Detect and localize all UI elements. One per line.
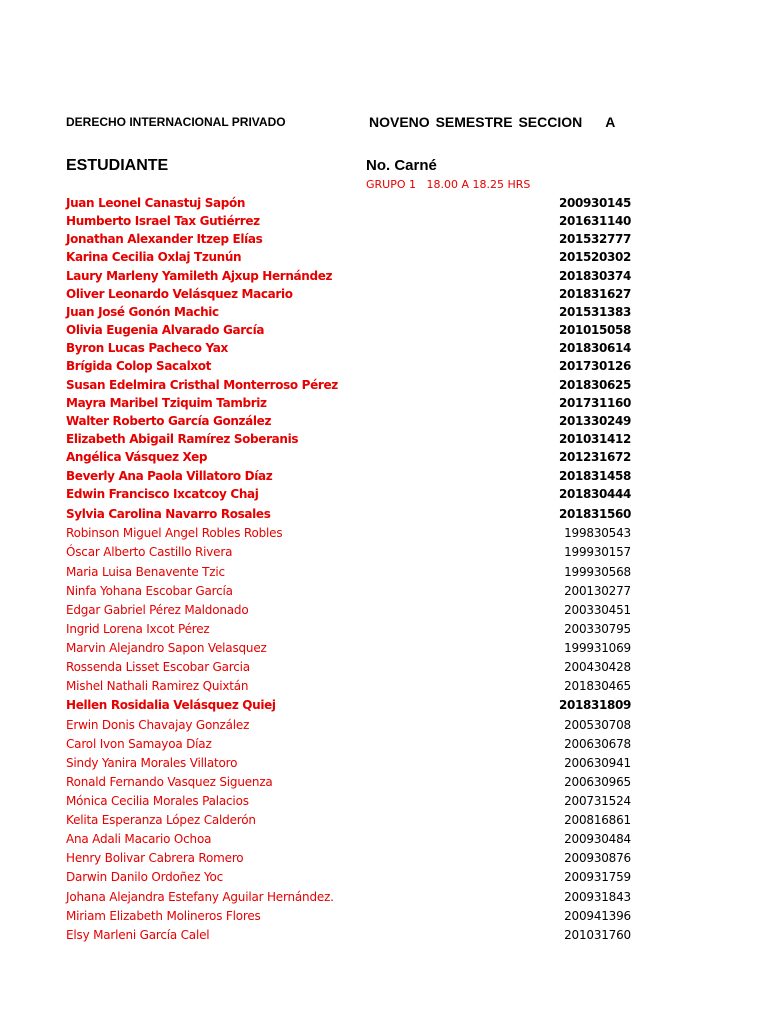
student-carne: 200931843 (564, 890, 631, 904)
student-name: Ana Adali Macario Ochoa (66, 832, 212, 846)
list-item (0, 870, 768, 888)
list-item (0, 928, 768, 946)
student-name: Elizabeth Abigail Ramírez Soberanis (66, 432, 299, 446)
student-carne: 200931759 (564, 870, 631, 884)
list-item (0, 287, 768, 305)
student-name: Humberto Israel Tax Gutiérrez (66, 214, 260, 228)
list-item (0, 341, 768, 359)
student-carne: 201731160 (559, 396, 631, 410)
list-item (0, 832, 768, 850)
course-title: DERECHO INTERNACIONAL PRIVADO (66, 115, 286, 129)
list-item (0, 756, 768, 774)
list-item (0, 565, 768, 583)
list-item (0, 469, 768, 487)
student-name: Mishel Nathali Ramirez Quixtán (66, 679, 249, 693)
student-name: Susan Edelmira Cristhal Monterroso Pérez (66, 378, 338, 392)
list-item (0, 737, 768, 755)
student-name: Mayra Maribel Tziquim Tambriz (66, 396, 267, 410)
group-schedule-label: GRUPO 1 18.00 A 18.25 HRS (366, 178, 531, 191)
student-name: Ingrid Lorena Ixcot Pérez (66, 622, 210, 636)
student-carne: 201830444 (559, 487, 631, 501)
student-carne: 201830614 (559, 341, 631, 355)
student-carne: 199930157 (564, 545, 631, 559)
student-name: Henry Bolivar Cabrera Romero (66, 851, 244, 865)
student-name: Darwin Danilo Ordoñez Yoc (66, 870, 224, 884)
list-item (0, 698, 768, 716)
student-name: Miriam Elizabeth Molineros Flores (66, 909, 261, 923)
carne-column-header: No. Carné (366, 157, 437, 174)
student-carne: 201520302 (559, 250, 631, 264)
list-item (0, 323, 768, 341)
student-name: Laury Marleny Yamileth Ajxup Hernández (66, 269, 333, 283)
student-name: Sindy Yanira Morales Villatoro (66, 756, 238, 770)
student-name: Byron Lucas Pacheco Yax (66, 341, 228, 355)
list-item (0, 196, 768, 214)
list-item (0, 909, 768, 927)
list-item (0, 432, 768, 450)
list-item (0, 305, 768, 323)
student-name: Ronald Fernando Vasquez Siguenza (66, 775, 273, 789)
student-carne: 200930484 (564, 832, 631, 846)
student-name: Hellen Rosidalia Velásquez Quiej (66, 698, 276, 712)
student-carne: 201531383 (559, 305, 631, 319)
student-carne: 200930876 (564, 851, 631, 865)
student-name: Elsy Marleni García Calel (66, 928, 210, 942)
list-item (0, 507, 768, 525)
student-carne: 199931069 (564, 641, 631, 655)
list-item (0, 718, 768, 736)
student-name: Juan José Gonón Machic (66, 305, 219, 319)
list-item (0, 679, 768, 697)
list-item (0, 414, 768, 432)
student-name: Maria Luisa Benavente Tzic (66, 565, 225, 579)
student-name: Mónica Cecilia Morales Palacios (66, 794, 249, 808)
student-carne: 200530708 (564, 718, 631, 732)
student-name: Edwin Francisco Ixcatcoy Chaj (66, 487, 259, 501)
student-name: Johana Alejandra Estefany Aguilar Hernández. (66, 890, 334, 904)
list-item (0, 545, 768, 563)
list-item (0, 359, 768, 377)
student-carne: 201631140 (559, 214, 631, 228)
list-item (0, 641, 768, 659)
student-carne: 201831809 (559, 698, 631, 712)
list-item (0, 269, 768, 287)
student-carne: 200731524 (564, 794, 631, 808)
student-column-header: ESTUDIANTE (66, 157, 169, 174)
student-carne: 200630965 (564, 775, 631, 789)
student-carne: 201831458 (559, 469, 631, 483)
student-name: Jonathan Alexander Itzep Elías (66, 232, 263, 246)
student-name: Brígida Colop Sacalxot (66, 359, 212, 373)
list-item (0, 487, 768, 505)
list-item (0, 813, 768, 831)
list-item (0, 450, 768, 468)
student-carne: 201231672 (559, 450, 631, 464)
student-name: Sylvia Carolina Navarro Rosales (66, 507, 271, 521)
student-carne: 201831560 (559, 507, 631, 521)
student-name: Ninfa Yohana Escobar García (66, 584, 233, 598)
student-carne: 201830625 (559, 378, 631, 392)
student-name: Marvin Alejandro Sapon Velasquez (66, 641, 267, 655)
student-carne: 201830374 (559, 269, 631, 283)
student-carne: 201532777 (559, 232, 631, 246)
student-name: Angélica Vásquez Xep (66, 450, 208, 464)
student-carne: 200930145 (559, 196, 631, 210)
student-carne: 201830465 (564, 679, 631, 693)
list-item (0, 396, 768, 414)
student-name: Juan Leonel Canastuj Sapón (66, 196, 246, 210)
list-item (0, 851, 768, 869)
student-carne: 201831627 (559, 287, 631, 301)
list-item (0, 660, 768, 678)
student-name: Oliver Leonardo Velásquez Macario (66, 287, 293, 301)
student-name: Karina Cecilia Oxlaj Tzunún (66, 250, 242, 264)
student-carne: 200630678 (564, 737, 631, 751)
list-item (0, 794, 768, 812)
list-item (0, 622, 768, 640)
student-name: Walter Roberto García González (66, 414, 272, 428)
student-carne: 199930568 (564, 565, 631, 579)
student-carne: 200130277 (564, 584, 631, 598)
student-carne: 201730126 (559, 359, 631, 373)
list-item (0, 232, 768, 250)
student-carne: 200941396 (564, 909, 631, 923)
list-item (0, 214, 768, 232)
student-name: Rossenda Lisset Escobar Garcia (66, 660, 250, 674)
list-item (0, 378, 768, 396)
student-carne: 201330249 (559, 414, 631, 428)
student-carne: 201031760 (564, 928, 631, 942)
student-carne: 200330795 (564, 622, 631, 636)
student-name: Óscar Alberto Castillo Rivera (66, 545, 233, 559)
student-name: Robinson Miguel Angel Robles Robles (66, 526, 283, 540)
student-name: Edgar Gabriel Pérez Maldonado (66, 603, 249, 617)
student-name: Erwin Donis Chavajay González (66, 718, 250, 732)
student-carne: 201015058 (559, 323, 631, 337)
student-carne: 199830543 (564, 526, 631, 540)
list-item (0, 584, 768, 602)
list-item (0, 526, 768, 544)
student-carne: 200816861 (564, 813, 631, 827)
student-carne: 200430428 (564, 660, 631, 674)
list-item (0, 250, 768, 268)
student-name: Beverly Ana Paola Villatoro Díaz (66, 469, 273, 483)
list-item (0, 603, 768, 621)
student-carne: 201031412 (559, 432, 631, 446)
student-carne: 200630941 (564, 756, 631, 770)
student-name: Olivia Eugenia Alvarado García (66, 323, 265, 337)
student-carne: 200330451 (564, 603, 631, 617)
list-item (0, 775, 768, 793)
list-item (0, 890, 768, 908)
student-name: Kelita Esperanza López Calderón (66, 813, 256, 827)
semester-section-title: NOVENO SEMESTRE SECCION A (369, 114, 616, 130)
student-name: Carol Ivon Samayoa Díaz (66, 737, 212, 751)
